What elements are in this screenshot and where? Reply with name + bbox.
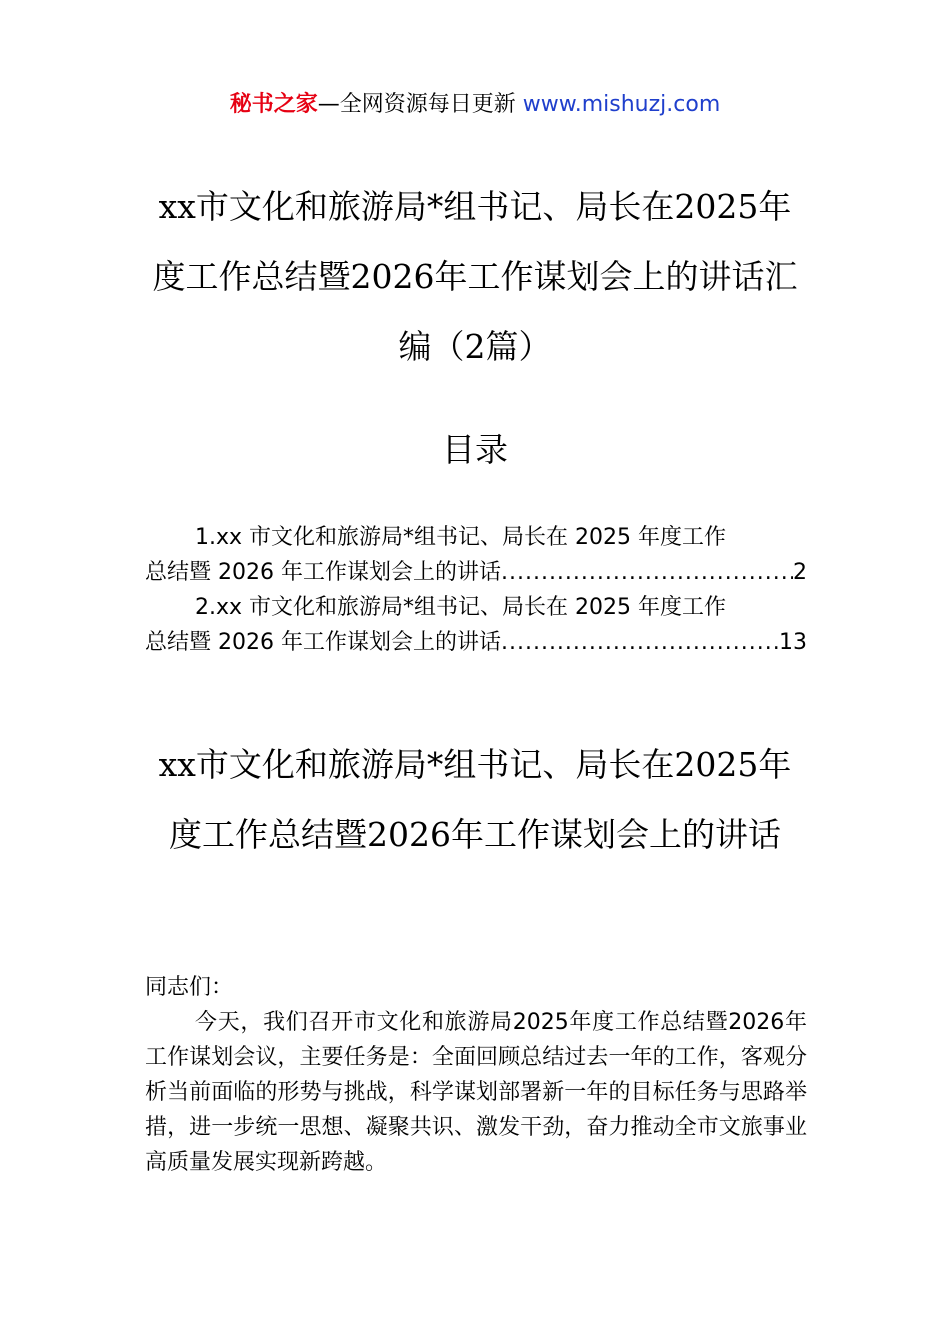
table-of-contents xyxy=(145,520,807,660)
speech-title: xx市文化和旅游局*组书记、局长在2025年度工作总结暨2026年工作谋划会上的讲话 xyxy=(158,745,792,854)
salutation: 同志们： xyxy=(145,975,234,1000)
toc-item-2-line2-row xyxy=(145,625,807,660)
site-slogan: —全网资源每日更新 xyxy=(317,92,523,117)
opening-paragraph: 今天，我们召开市文化和旅游局2025年度工作总结暨2026年工作谋划会议，主要任务是：全面回顾总结过去一年的工作，客观分析当前面临的形势与挑战，科学谋划部署新一年的目标任务与思路举措，进一步统一思想、凝聚共识、激发干劲，奋力推动全市文旅事业高质量发展实现新跨越。 xyxy=(145,1010,807,1175)
site-brand: 秘书之家 xyxy=(229,92,318,117)
site-url-link[interactable]: www.mishuzj.com xyxy=(522,92,721,117)
speech-body xyxy=(145,970,807,1180)
toc-item-2-line1: 2.xx 市文化和旅游局*组书记、局长在 2025 年度工作 xyxy=(195,595,726,620)
toc-item-2[interactable] xyxy=(145,590,807,660)
document-title: xx市文化和旅游局*组书记、局长在2025年度工作总结暨2026年工作谋划会上的讲话汇编（2篇） xyxy=(152,187,798,366)
toc-item-1-line2: 总结暨 2026 年工作谋划会上的讲话 xyxy=(145,560,501,585)
toc-leader-dots xyxy=(501,555,793,590)
toc-heading: 目录 xyxy=(442,430,508,469)
toc-item-1-line2-row xyxy=(145,555,807,590)
toc-item-1-page: 2 xyxy=(793,560,807,585)
toc-item-1[interactable] xyxy=(145,520,807,590)
site-header xyxy=(0,88,950,122)
toc-item-1-line1: 1.xx 市文化和旅游局*组书记、局长在 2025 年度工作 xyxy=(195,525,726,550)
toc-leader-dots xyxy=(501,625,779,660)
toc-item-2-line2: 总结暨 2026 年工作谋划会上的讲话 xyxy=(145,630,501,655)
toc-item-2-page: 13 xyxy=(779,630,807,655)
